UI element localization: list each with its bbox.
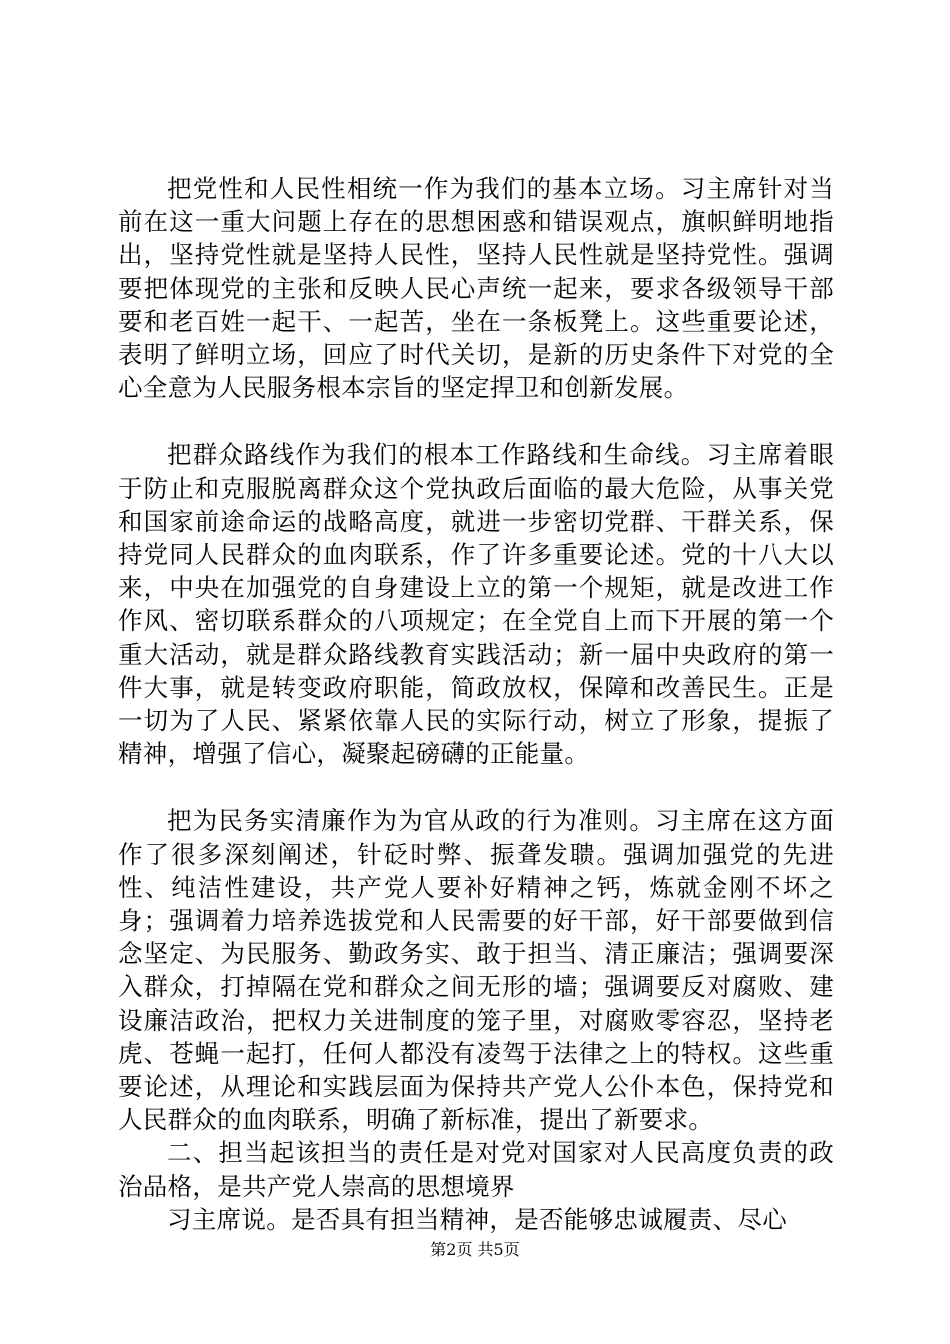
paragraph-mass-line: 把群众路线作为我们的根本工作路线和生命线。习主席着眼于防止和克服脱离群众这个党执政后面临的最大危险，从事关党和国家前途命运的战略高度，就进一步密切党群、干群关系，保持党同人民群众的血肉联系，作了许多重要论述。党的十八大以来，中央在加强党的自身建设上立的第一个规矩，就是改进工作作风、密切联系群众的八项规定；在全党自上而下开展的第一个重大活动，就是群众路线教育实践活动；新一届中央政府的第一件大事，就是转变政府职能，简政放权，保障和改善民生。正是一切为了人民、紧紧依靠人民的实际行动，树立了形象，提振了精神，增强了信心，凝聚起磅礴的正能量。 — [118, 440, 834, 769]
document-body — [118, 172, 834, 1236]
page-number-footer: 第2页 共5页 — [430, 1240, 520, 1259]
section-heading-responsibility: 二、担当起该担当的责任是对党对国家对人民高度负责的政治品格，是共产党人崇高的思想境界 — [118, 1138, 834, 1201]
paragraph-code-of-conduct: 把为民务实清廉作为为官从政的行为准则。习主席在这方面作了很多深刻阐述，针砭时弊、振聋发聩。强调加强党的先进性、纯洁性建设，共产党人要补好精神之钙，炼就金刚不坏之身；强调着力培养选拔党和人民需要的好干部，好干部要做到信念坚定、为民服务、勤政务实、敢于担当、清正廉洁；强调要深入群众，打掉隔在党和群众之间无形的墙；强调要反对腐败、建设廉洁政治，把权力关进制度的笼子里，对腐败零容忍，坚持老虎、苍蝇一起打，任何人都没有凌驾于法律之上的特权。这些重要论述，从理论和实践层面为保持共产党人公仆本色，保持党和人民群众的血肉联系，明确了新标准，提出了新要求。 — [118, 806, 834, 1135]
paragraph-party-and-people: 把党性和人民性相统一作为我们的基本立场。习主席针对当前在这一重大问题上存在的思想困惑和错误观点，旗帜鲜明地指出，坚持党性就是坚持人民性，坚持人民性就是坚持党性。强调要把体现党的主张和反映人民心声统一起来，要求各级领导干部要和老百姓一起干、一起苦，坐在一条板凳上。这些重要论述，表明了鲜明立场，回应了时代关切，是新的历史条件下对党的全心全意为人民服务根本宗旨的坚定捍卫和创新发展。 — [118, 174, 834, 403]
paragraph-responsibility-intro: 习主席说。是否具有担当精神，是否能够忠诚履责、尽心 — [167, 1204, 787, 1234]
